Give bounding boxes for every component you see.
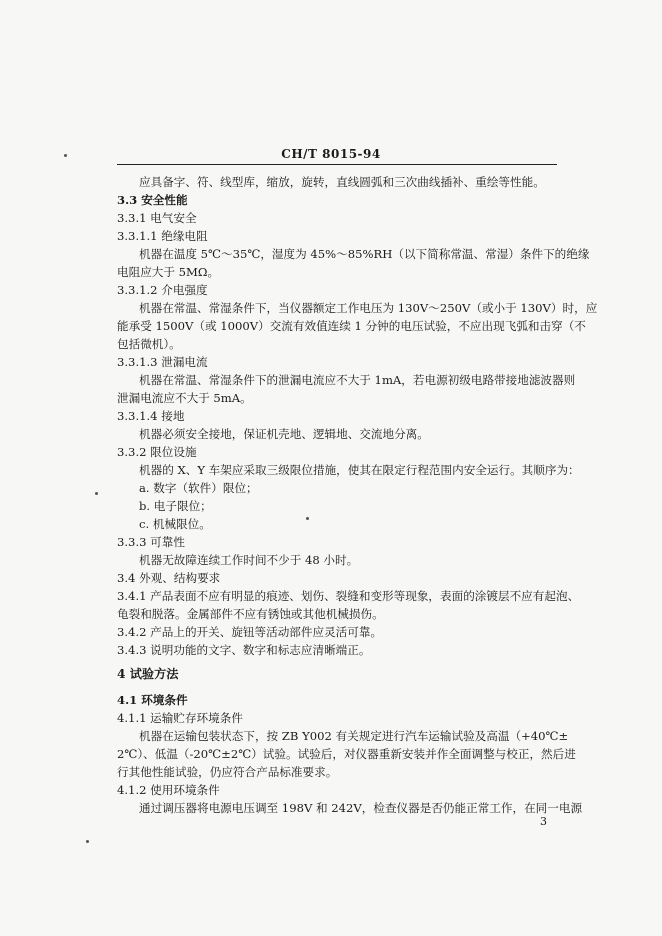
scan-speck xyxy=(86,840,89,843)
body-line: 机器在常温、常湿条件下的泄漏电流应不大于 1mA，若电源初级电路带接地滤波器则 xyxy=(139,373,576,387)
subsection-heading: 3.3.3 可靠性 xyxy=(117,535,185,549)
page-number: 3 xyxy=(540,815,547,828)
body-line: 机器无故障连续工作时间不少于 48 小时。 xyxy=(139,553,359,567)
subsection-heading: 3.3.1.4 接地 xyxy=(117,409,185,423)
body-line: 应具备字、符、线型库，缩放，旋转，直线圆弧和三次曲线插补、重绘等性能。 xyxy=(139,175,545,189)
list-item: b. 电子限位； xyxy=(139,499,212,513)
subsection-heading: 3.3.2 限位设施 xyxy=(117,445,197,459)
body-line: 机器必须安全接地，保证机壳地、逻辑地、交流地分离。 xyxy=(139,427,429,441)
body-line: 电阻应大于 5MΩ。 xyxy=(117,265,220,279)
body-line: 机器在温度 5℃～35℃，湿度为 45%～85%RH（以下简称常温、常湿）条件下的绝缘 xyxy=(139,247,590,261)
section-heading: 4.1 环境条件 xyxy=(117,693,188,707)
body-line: 通过调压器将电源电压调至 198V 和 242V，检查仪器是否仍能正常工作，在同一电源 xyxy=(139,801,583,815)
scan-speck xyxy=(64,154,67,157)
body-line: 龟裂和脱落。金属部件不应有锈蚀或其他机械损伤。 xyxy=(117,607,384,621)
body-line: 3.4.2 产品上的开关、旋钮等活动部件应灵活可靠。 xyxy=(117,625,383,639)
list-item: c. 机械限位。 xyxy=(139,517,211,531)
body-line: 3.4.1 产品表面不应有明显的痕迹、划伤、裂缝和变形等现象，表面的涂镀层不应有起泡、 xyxy=(117,589,580,603)
subsection-heading: 4.1.1 运输贮存环境条件 xyxy=(117,711,243,725)
subsection-heading: 4.1.2 使用环境条件 xyxy=(117,783,220,797)
body-line: 2℃）、低温（-20℃±2℃）试验。试验后，对仪器重新安装并作全面调整与校正，然后进 xyxy=(117,747,576,761)
subsection-heading: 3.3.1 电气安全 xyxy=(117,211,197,225)
section-heading: 3.3 安全性能 xyxy=(117,193,188,207)
body-line: 行其他性能试验，仍应符合产品标准要求。 xyxy=(117,765,338,779)
scan-speck xyxy=(306,517,309,520)
chapter-heading: 4 试验方法 xyxy=(117,667,179,681)
subsection-heading: 3.3.1.1 绝缘电阻 xyxy=(117,229,208,243)
body-line: 泄漏电流应不大于 5mA。 xyxy=(117,391,252,405)
scan-speck xyxy=(95,492,98,495)
subsection-heading: 3.3.1.3 泄漏电流 xyxy=(117,355,208,369)
standard-header: CH/T 8015-94 xyxy=(281,147,381,161)
subsection-heading: 3.3.1.2 介电强度 xyxy=(117,283,208,297)
section-heading: 3.4 外观、结构要求 xyxy=(117,571,221,585)
list-item: a. 数字（软件）限位； xyxy=(139,481,258,495)
body-line: 机器的 X、Y 车架应采取三级限位措施，使其在限定行程范围内安全运行。其顺序为： xyxy=(139,463,580,477)
header-rule xyxy=(117,164,557,165)
body-line: 3.4.3 说明功能的文字、数字和标志应清晰端正。 xyxy=(117,643,371,657)
body-line: 机器在运输包装状态下，按 ZB Y002 有关规定进行汽车运输试验及高温（+40℃± xyxy=(139,729,569,743)
body-line: 能承受 1500V（或 1000V）交流有效值连续 1 分钟的电压试验，不应出现飞弧和击穿（不 xyxy=(117,319,586,333)
body-line: 机器在常温、常湿条件下，当仪器额定工作电压为 130V～250V（或小于 130V）时，应 xyxy=(139,301,598,315)
body-line: 包括微机）。 xyxy=(117,337,181,351)
